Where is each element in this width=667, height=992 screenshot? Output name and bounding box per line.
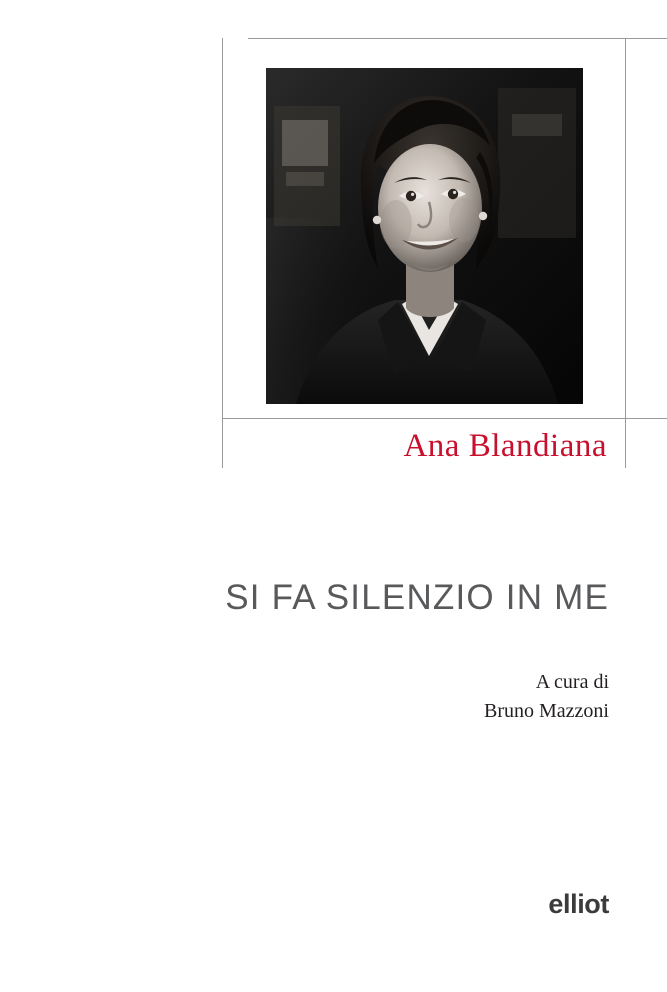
author-name: Ana Blandiana	[403, 428, 607, 464]
editor-credit	[0, 668, 609, 726]
frame-rule-right	[625, 38, 626, 468]
editor-credit-line-2: Bruno Mazzoni	[484, 700, 609, 722]
book-title: SI FA SILENZIO IN ME	[225, 578, 609, 617]
publisher-logo: elliot	[548, 889, 609, 919]
frame-rule-bottom	[222, 418, 667, 419]
frame-rule-left	[222, 38, 223, 468]
author-portrait-photo	[266, 68, 583, 404]
frame-rule-top	[248, 38, 667, 39]
editor-credit-line-1: A cura di	[535, 671, 609, 693]
